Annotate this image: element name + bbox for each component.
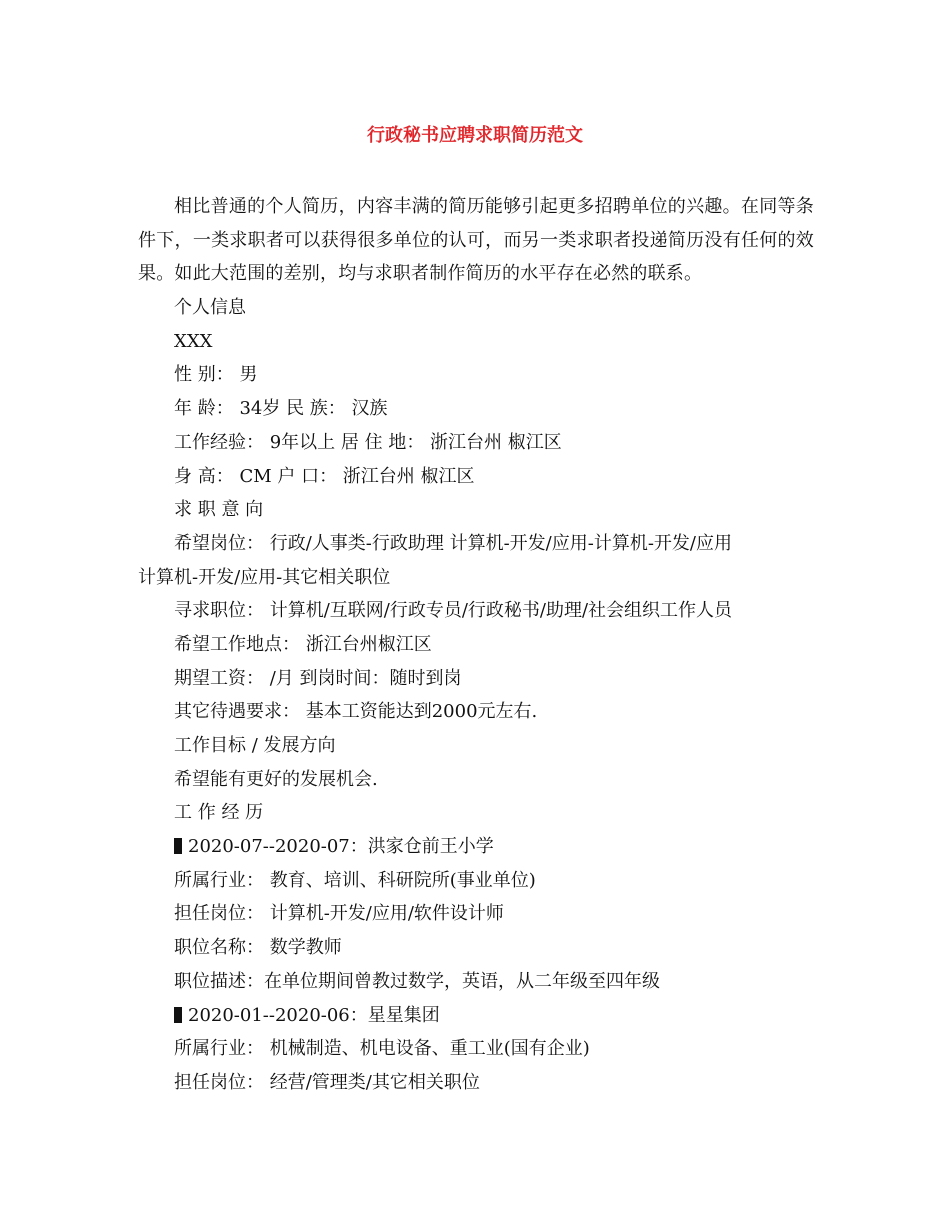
- document-title: 行政秘书应聘求职简历范文: [367, 125, 583, 146]
- goal-text: 希望能有更好的发展机会.: [174, 768, 378, 790]
- section-heading-personal-info: 个人信息: [174, 297, 246, 319]
- height-hukou-line: 身 高： CM 户 口： 浙江台州 椒江区: [174, 465, 475, 487]
- experience-residence-line: 工作经验： 9年以上 居 住 地： 浙江台州 椒江区: [174, 431, 562, 453]
- intro-paragraph: 相比普通的个人简历，内容丰满的简历能够引起更多招聘单位的兴趣。在同等条件下，一类求职者可以获得很多单位的认可，而另一类求职者投递简历没有任何的效果。如此大范围的差别，均与求职者制作简历的水平存在必然的联系。: [138, 196, 814, 285]
- job2-period-line: [138, 999, 814, 1033]
- job2-post-line: 担任岗位： 经营/管理类/其它相关职位: [174, 1071, 480, 1093]
- job1-post-line: 担任岗位： 计算机-开发/应用/软件设计师: [174, 903, 504, 925]
- desired-location-line: 希望工作地点： 浙江台州椒江区: [174, 633, 432, 655]
- name-value: XXX: [174, 330, 213, 352]
- document-body: [138, 190, 814, 1100]
- job2-industry-line: 所属行业： 机械制造、机电设备、重工业(国有企业): [174, 1038, 590, 1060]
- job1-title-line: 职位名称： 数学教师: [174, 937, 342, 959]
- salary-arrival-line: 期望工资： /月 到岗时间：随时到岗: [174, 667, 462, 689]
- section-heading-goal: 工作目标 / 发展方向: [174, 735, 336, 757]
- job1-description-line: 职位描述：在单位期间曾教过数学，英语，从二年级至四年级: [174, 970, 660, 992]
- job1-period-text: 2020-07--2020-07：洪家仓前王小学: [188, 836, 494, 858]
- other-requirements-line: 其它待遇要求： 基本工资能达到2000元左右.: [174, 701, 538, 723]
- bullet-marker-icon: [174, 838, 182, 854]
- job2-period-text: 2020-01--2020-06：星星集团: [188, 1004, 440, 1026]
- gender-line: 性 别： 男: [174, 364, 258, 386]
- seeking-position-line: 寻求职位： 计算机/互联网/行政专员/行政秘书/助理/社会组织工作人员: [174, 600, 733, 622]
- section-heading-job-intent: 求 职 意 向: [174, 499, 264, 521]
- desired-position-line: 希望岗位： 行政/人事类-行政助理 计算机-开发/应用-计算机-开发/应用: [174, 532, 732, 554]
- bullet-marker-icon: [174, 1007, 182, 1023]
- age-ethnicity-line: 年 龄： 34岁 民 族： 汉族: [174, 398, 388, 420]
- job1-industry-line: 所属行业： 教育、培训、科研院所(事业单位): [174, 869, 536, 891]
- section-heading-work-history: 工 作 经 历: [174, 802, 264, 824]
- desired-position-continued: 计算机-开发/应用-其它相关职位: [138, 566, 391, 588]
- job1-period-line: [138, 830, 814, 864]
